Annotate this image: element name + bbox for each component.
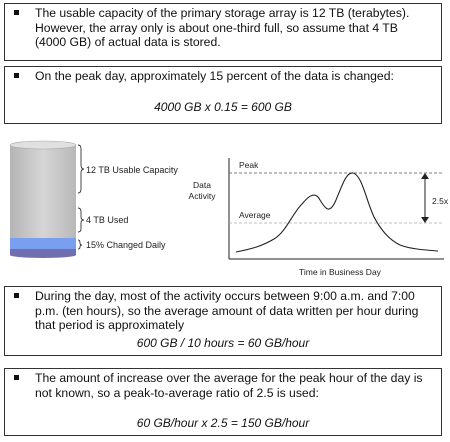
- bullet-icon: [14, 73, 19, 78]
- hourly-average-equation: 600 GB / 10 hours = 60 GB/hour: [136, 336, 310, 350]
- ratio-label: 2.5x: [432, 196, 449, 206]
- peak-ratio-text: The amount of increase over the average for the peak hour of the day is not known, so a peak-to-average ratio of 2.5 is used:: [35, 371, 423, 400]
- peak-ratio-box: [4, 368, 442, 436]
- peak-change-equation: 4000 GB x 0.15 = 600 GB: [154, 100, 292, 114]
- cylinder-used-section: [10, 238, 76, 249]
- cylinder-bottom: [10, 252, 76, 258]
- capacity-label: 12 TB Usable Capacity: [86, 165, 178, 175]
- peak-change-box: [4, 66, 442, 124]
- capacity-note-text: The usable capacity of the primary storage array is 12 TB (terabytes). However, the array only is about one-third full, so assume that 4 TB (4000 GB) of actual data is stored.: [35, 6, 410, 49]
- capacity-brace: [78, 145, 84, 193]
- capacity-note-box: [4, 3, 442, 61]
- cylinder-top: [10, 141, 76, 149]
- bullet-icon: [14, 375, 19, 380]
- peak-change-text: On the peak day, approximately 15 percent of the data is changed:: [35, 69, 394, 83]
- peak-label: Peak: [239, 160, 259, 170]
- changed-label: 15% Changed Daily: [86, 240, 166, 250]
- used-label: 4 TB Used: [86, 215, 129, 225]
- chart-ylabel-line2: Activity: [188, 191, 216, 201]
- storage-cylinder: [10, 141, 76, 258]
- chart-xlabel: Time in Business Day: [299, 267, 381, 277]
- hourly-average-box: [4, 286, 442, 356]
- peak-ratio-equation: 60 GB/hour x 2.5 = 150 GB/hour: [136, 416, 310, 430]
- capacity-braces: [78, 145, 84, 249]
- bullet-icon: [14, 293, 19, 298]
- average-label: Average: [239, 210, 271, 220]
- chart-ylabel-line1: Data: [193, 180, 211, 190]
- cylinder-empty-section: [10, 145, 76, 238]
- bullet-icon: [14, 10, 19, 15]
- changed-brace: [78, 240, 82, 249]
- used-brace: [78, 208, 84, 232]
- ratio-arrow-down-icon: [421, 217, 429, 223]
- ratio-arrow-up-icon: [421, 173, 429, 179]
- hourly-average-text: During the day, most of the activity occurs between 9:00 a.m. and 7:00 p.m. (ten hours), so the average amount of data written per hour during that period is approximately: [35, 289, 419, 332]
- storage-activity-figure: [0, 128, 450, 284]
- activity-chart: [189, 158, 449, 277]
